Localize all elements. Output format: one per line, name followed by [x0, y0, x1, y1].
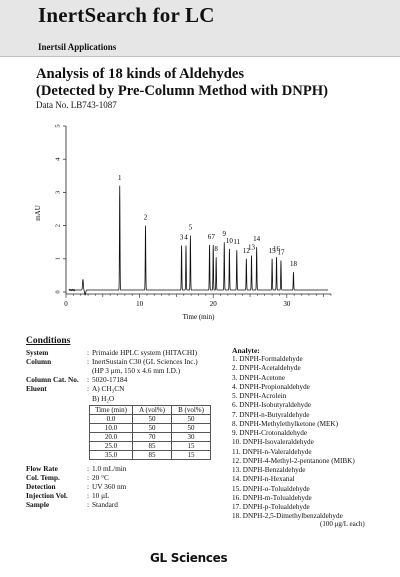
data-number: Data No. LB743-1087	[36, 100, 117, 110]
y-tick-label: 3	[54, 190, 62, 195]
peak-label: 8	[214, 245, 218, 254]
header-divider	[0, 56, 400, 57]
list-item: 7. DNPH-n-Butyraldehyde	[232, 410, 310, 419]
condition-value: (HP 3 μm, 150 x 4.6 mm I.D.)	[92, 366, 181, 375]
y-tick-label: 2	[54, 223, 62, 228]
peak-label: 18	[289, 260, 297, 269]
condition-value: B) H₂O	[92, 394, 115, 403]
y-tick-label: 4	[54, 157, 62, 161]
page-title-line2: (Detected by Pre-Column Method with DNPH)	[36, 83, 328, 99]
table-cell: 20.0	[90, 433, 133, 442]
table-cell: 50	[133, 424, 172, 433]
peak-label: 15	[268, 246, 276, 255]
list-item: 18. DNPH-2,5-Dimethylbenzaldehyde	[232, 512, 343, 521]
condition-label: Col. Temp.	[26, 473, 60, 482]
list-item: 10. DNPH-Isovaleraldehyde	[232, 438, 314, 447]
list-item: 3. DNPH-Acetone	[232, 373, 286, 382]
table-row	[90, 406, 211, 415]
list-item: 9. DNPH-Crotonaldehyde	[232, 429, 308, 437]
table-row	[90, 415, 211, 424]
condition-label: Eluent	[26, 384, 47, 393]
condition-value: 1.0 mL/min	[92, 464, 127, 473]
table-cell: 15	[172, 451, 211, 460]
table-header-cell: B (vol%)	[172, 406, 211, 415]
table-cell: 10.0	[90, 424, 133, 433]
condition-value: Standard	[92, 500, 118, 509]
x-tick-label: 0	[64, 300, 68, 308]
condition-label: Column Cat. No.	[26, 375, 79, 384]
condition-value: UV 360 nm	[92, 482, 127, 491]
list-item: 6. DNPH-Isobutyraldehyde	[232, 401, 312, 410]
table-cell: 25.0	[90, 442, 133, 451]
list-item: 14. DNPH-n-Hexanal	[232, 475, 295, 484]
list-item: 15. DNPH-o-Tolualdehyde	[232, 484, 310, 493]
brand-subtitle: Inertsil Applications	[38, 42, 117, 52]
list-item: 12. DNPH-4-Methyl-2-pentanone (MIBK)	[232, 456, 355, 465]
peak-label: 6	[207, 232, 212, 241]
table-cell: 70	[133, 433, 172, 442]
condition-label: Injection Vol.	[26, 491, 68, 500]
peak-label: 10	[225, 236, 233, 245]
peak-label: 13	[248, 243, 255, 252]
condition-label: Column	[26, 357, 52, 366]
table-cell: 85	[133, 451, 172, 460]
table-cell: 50	[172, 424, 211, 433]
peak-label: 17	[277, 248, 285, 257]
gradient-table	[89, 405, 211, 460]
y-axis-label: mAU	[34, 205, 42, 221]
condition-label: Flow Rate	[26, 464, 58, 473]
analyte-heading: Analyte:	[232, 346, 260, 355]
list-item: 8. DNPH-Methylethylketone (MEK)	[232, 419, 338, 428]
condition-label: Sample	[26, 500, 50, 509]
table-row	[90, 424, 211, 433]
page-title-line1: Analysis of 18 kinds of Aldehydes	[36, 66, 245, 82]
list-item: 2. DNPH-Acetaldehyde	[232, 364, 301, 373]
peak-label: 4	[184, 233, 188, 242]
condition-value: 5020-17184	[92, 375, 128, 384]
table-cell: 15	[172, 442, 211, 451]
peak-label: 3	[179, 233, 184, 242]
list-item: 16. DNPH-m-Tolualdehyde	[232, 493, 312, 502]
peak-label: 5	[188, 223, 193, 232]
brand-title: InertSearch for LC	[38, 3, 215, 27]
y-tick-label: 5	[54, 124, 62, 128]
peak-label: 14	[253, 235, 261, 244]
chromatogram-chart	[0, 118, 400, 328]
peak-label: 1	[117, 173, 122, 182]
condition-value: InertSustain C30 (GL Sciences Inc.)	[92, 357, 198, 366]
table-row	[90, 451, 211, 460]
x-tick-label: 10	[136, 300, 144, 308]
condition-label: Detection	[26, 482, 56, 491]
table-cell: 0.0	[90, 415, 133, 424]
list-item: 11. DNPH-n-Valeraldehyde	[232, 447, 312, 456]
condition-value: A) CH₃CN	[92, 384, 125, 393]
chromatogram-trace	[69, 186, 328, 295]
list-item: 1. DNPH-Formaldehyde	[232, 355, 303, 363]
table-cell: 50	[172, 415, 211, 424]
list-item: 4. DNPH-Propionaldehyde	[232, 382, 310, 391]
peak-label: 7	[211, 232, 215, 241]
x-axis-label: Time (min)	[182, 313, 215, 321]
conditions-heading: Conditions	[26, 336, 71, 346]
analyte-concentration-note: (100 μg/L each)	[320, 520, 365, 528]
table-cell: 35.0	[90, 451, 133, 460]
x-tick-label: 30	[283, 300, 291, 308]
peak-label: 16	[273, 245, 281, 254]
y-tick-label: 1	[54, 257, 62, 261]
table-header-cell: Time (min)	[90, 406, 133, 415]
table-cell: 50	[133, 415, 172, 424]
condition-value: 10 μL	[92, 491, 110, 500]
y-tick-label: 0	[54, 290, 62, 294]
gl-sciences-logo: GL Sciences	[150, 551, 228, 565]
analyte-list	[232, 355, 355, 522]
table-row	[90, 433, 211, 442]
peak-label: 12	[242, 246, 250, 255]
list-item: 13. DNPH-Benzaldehyde	[232, 466, 306, 474]
condition-value: 20 °C	[92, 473, 109, 482]
table-cell: 85	[133, 442, 172, 451]
x-tick-label: 20	[209, 300, 217, 308]
condition-label: System	[26, 348, 49, 357]
list-item: 5. DNPH-Acrolein	[232, 392, 287, 400]
list-item: 17. DNPH-p-Tolualdehyde	[232, 503, 310, 511]
peak-label: 9	[222, 230, 227, 239]
peak-label: 2	[143, 213, 148, 222]
table-row	[90, 442, 211, 451]
peak-label: 11	[233, 238, 241, 247]
condition-value: Primaide HPLC system (HITACHI)	[92, 348, 198, 357]
table-cell: 30	[172, 433, 211, 442]
table-header-cell: A (vol%)	[133, 406, 172, 415]
